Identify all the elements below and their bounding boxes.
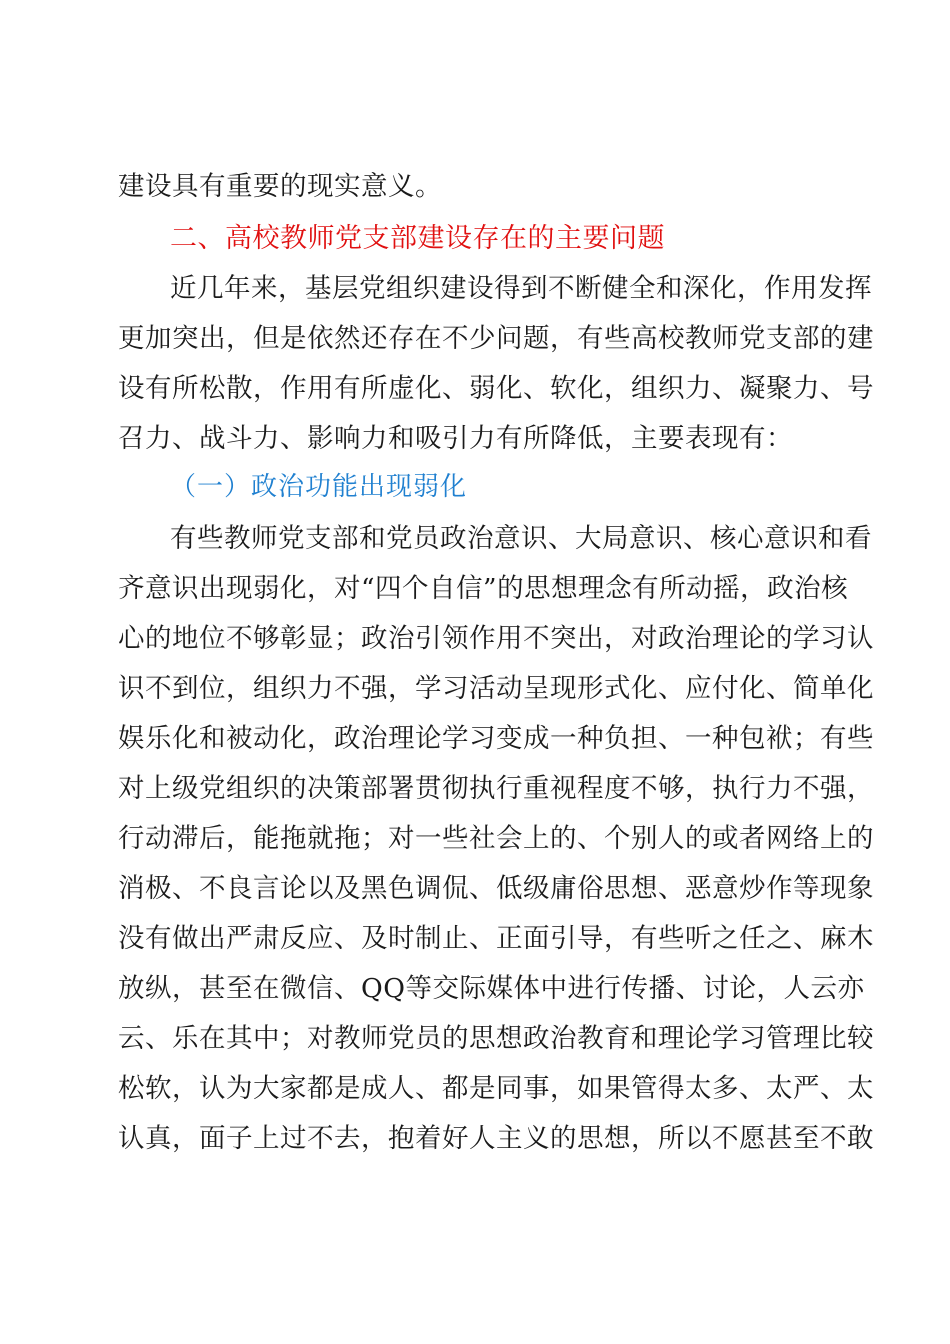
section-heading: 二、高校教师党支部建设存在的主要问题 bbox=[170, 223, 665, 254]
paragraph-line: 放纵，甚至在微信、QQ等交际媒体中进行传播、讨论，人云亦 bbox=[118, 973, 865, 1004]
paragraph-line: 召力、战斗力、影响力和吸引力有所降低，主要表现有： bbox=[118, 423, 793, 454]
paragraph-line: 心的地位不够彰显；政治引领作用不突出，对政治理论的学习认 bbox=[118, 623, 874, 654]
paragraph-line: 行动滞后，能拖就拖；对一些社会上的、个别人的或者网络上的 bbox=[118, 823, 874, 854]
paragraph-line: 近几年来，基层党组织建设得到不断健全和深化，作用发挥 bbox=[170, 273, 872, 304]
paragraph-line: 齐意识出现弱化，对“四个自信”的思想理念有所动摇，政治核 bbox=[118, 573, 849, 604]
paragraph-line: 设有所松散，作用有所虚化、弱化、软化，组织力、凝聚力、号 bbox=[118, 373, 874, 404]
subheading: （一）政治功能出现弱化 bbox=[170, 472, 468, 502]
intro-tail-line: 建设具有重要的现实意义。 bbox=[118, 171, 442, 202]
paragraph-line: 消极、不良言论以及黑色调侃、低级庸俗思想、恶意炒作等现象 bbox=[118, 873, 874, 904]
paragraph-line: 更加突出，但是依然还存在不少问题，有些高校教师党支部的建 bbox=[118, 323, 874, 354]
paragraph-line: 没有做出严肃反应、及时制止、正面引导，有些听之任之、麻木 bbox=[118, 923, 874, 954]
paragraph-line: 识不到位，组织力不强，学习活动呈现形式化、应付化、简单化 bbox=[118, 673, 874, 704]
paragraph-line: 松软，认为大家都是成人、都是同事，如果管得太多、太严、太 bbox=[118, 1073, 874, 1104]
paragraph-line: 娱乐化和被动化，政治理论学习变成一种负担、一种包袱；有些 bbox=[118, 723, 874, 754]
paragraph-line: 云、乐在其中；对教师党员的思想政治教育和理论学习管理比较 bbox=[118, 1023, 874, 1054]
paragraph-line: 对上级党组织的决策部署贯彻执行重视程度不够，执行力不强， bbox=[118, 773, 874, 804]
paragraph-line: 认真，面子上过不去，抱着好人主义的思想，所以不愿甚至不敢 bbox=[118, 1123, 874, 1154]
paragraph-line: 有些教师党支部和党员政治意识、大局意识、核心意识和看 bbox=[170, 523, 872, 554]
